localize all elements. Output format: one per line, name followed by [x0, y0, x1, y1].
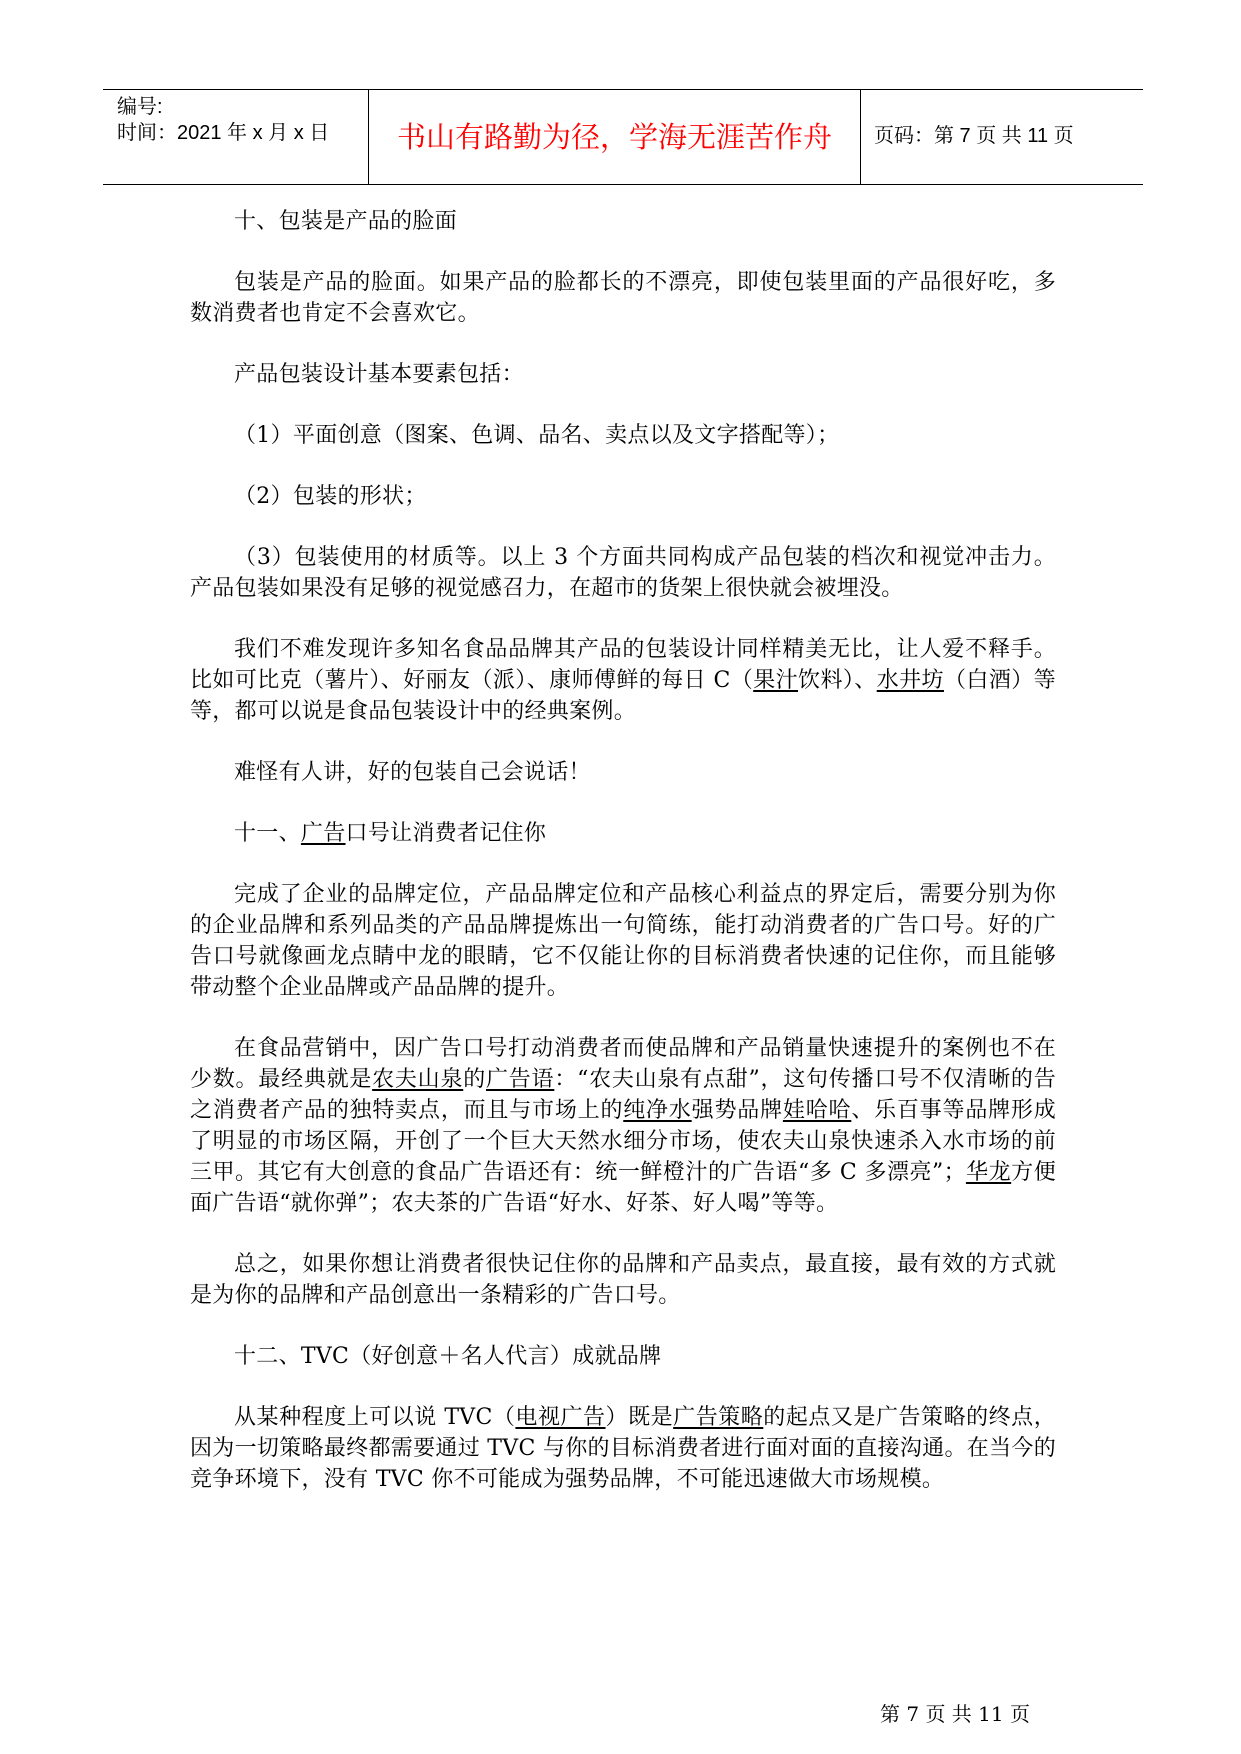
link-advertising[interactable]: 广告	[300, 821, 346, 846]
header-left-cell	[103, 90, 368, 184]
paragraph	[190, 1402, 1056, 1495]
header-page-label: 页码：第 7 页 共 11 页	[874, 125, 1074, 147]
document-number-label: 编号:	[117, 96, 163, 118]
text-run: 、乐百事等品牌形成了明显的市场区隔，开创了一个巨大天然水细分市场，使农夫山泉快速杀入水市场的前三甲。其它有大创意的食品广告语还有：统一鲜橙汁的广告语“多 C 多漂亮”；	[190, 1098, 1057, 1185]
paragraph: 总之，如果你想让消费者很快记住你的品牌和产品卖点，最直接，最有效的方式就是为你的品牌和产品创意出一条精彩的广告口号。	[190, 1252, 1056, 1308]
link-hualong[interactable]: 华龙	[965, 1160, 1012, 1185]
header-motto: 书山有路勤为径，学海无涯苦作舟	[396, 122, 832, 154]
text-run: 十一、	[234, 821, 301, 846]
section-heading-11	[190, 818, 1056, 849]
list-item: （2）包装的形状；	[234, 484, 427, 509]
text-run: ）既是	[605, 1405, 674, 1430]
link-wahaha[interactable]: 娃哈哈	[782, 1098, 852, 1123]
page-header	[103, 89, 1143, 185]
link-nongfu-spring[interactable]: 农夫山泉	[372, 1067, 464, 1092]
list-item: （3）包装使用的材质等。以上 3 个方面共同构成产品包装的档次和视觉冲击力。产品包装如果没有足够的视觉感召力，在超市的货架上很快就会被埋没。	[190, 545, 1056, 601]
text-run: 强势品牌	[691, 1098, 783, 1123]
text-run: 饮料）、	[798, 668, 877, 693]
document-body	[190, 206, 1056, 1525]
text-run: 的	[463, 1067, 486, 1092]
link-ad-strategy[interactable]: 广告策略	[673, 1405, 764, 1430]
link-juice[interactable]: 果汁	[753, 668, 799, 693]
header-middle-cell	[368, 90, 861, 184]
text-run: 的起点又是广告策略的终点，因为一切策略最终都需要通过 TVC 与你的目标消费者进行面对面的直接沟通。在当今的竞争环境下，没有 TVC 你不可能成为强势品牌，不可能迅速做大市场规模。	[190, 1405, 1057, 1492]
header-right-cell	[860, 90, 1143, 184]
page-footer: 第 7 页 共 11 页	[880, 1702, 1030, 1726]
paragraph: 完成了企业的品牌定位，产品品牌定位和产品核心利益点的界定后，需要分别为你的企业品牌和系列品类的产品品牌提炼出一句简练，能打动消费者的广告口号。好的广告口号就像画龙点睛中龙的眼睛，它不仅能让你的目标消费者快速的记住你，而且能够带动整个企业品牌或产品品牌的提升。	[190, 882, 1056, 1000]
link-purified-water[interactable]: 纯净水	[623, 1098, 692, 1123]
paragraph: 难怪有人讲，好的包装自己会说话！	[234, 760, 591, 785]
text-run: ：“农夫山泉有点甜”，这句传播口号不仅清晰的告之消费者产品的独特卖点，而且与市场上的	[190, 1067, 1056, 1123]
link-slogan[interactable]: 广告语	[486, 1067, 555, 1092]
text-run: （白酒）等等，都可以说是食品包装设计中的经典案例。	[190, 668, 1056, 724]
text-run: 我们不难发现许多知名食品品牌其产品的包装设计同样精美无比，让人爱不释手。比如可比克（薯片）、好丽友（派）、康师傅鲜的每日 C（	[190, 637, 1056, 693]
section-heading-12: 十二、TVC（好创意＋名人代言）成就品牌	[234, 1344, 662, 1369]
link-shuijingfang[interactable]: 水井坊	[876, 668, 944, 693]
link-tv-ad[interactable]: 电视广告	[515, 1405, 606, 1430]
text-run: 从某种程度上可以说 TVC（	[234, 1405, 516, 1430]
section-heading-10: 十、包装是产品的脸面	[234, 209, 458, 234]
text-run: 方便面广告语“就你弹”；农夫茶的广告语“好水、好茶、好人喝”等等。	[190, 1160, 1056, 1216]
paragraph	[190, 634, 1056, 727]
text-run: 口号让消费者记住你	[345, 821, 547, 846]
paragraph	[190, 1033, 1056, 1219]
document-time-label: 时间：2021 年 x 月 x 日	[117, 122, 330, 144]
paragraph: 产品包装设计基本要素包括：	[234, 362, 524, 387]
paragraph: 包装是产品的脸面。如果产品的脸都长的不漂亮，即使包装里面的产品很好吃，多数消费者也肯定不会喜欢它。	[190, 270, 1056, 326]
list-item: （1）平面创意（图案、色调、品名、卖点以及文字搭配等）；	[234, 423, 840, 448]
text-run: 在食品营销中，因广告口号打动消费者而使品牌和产品销量快速提升的案例也不在少数。最经典就是	[190, 1036, 1056, 1092]
